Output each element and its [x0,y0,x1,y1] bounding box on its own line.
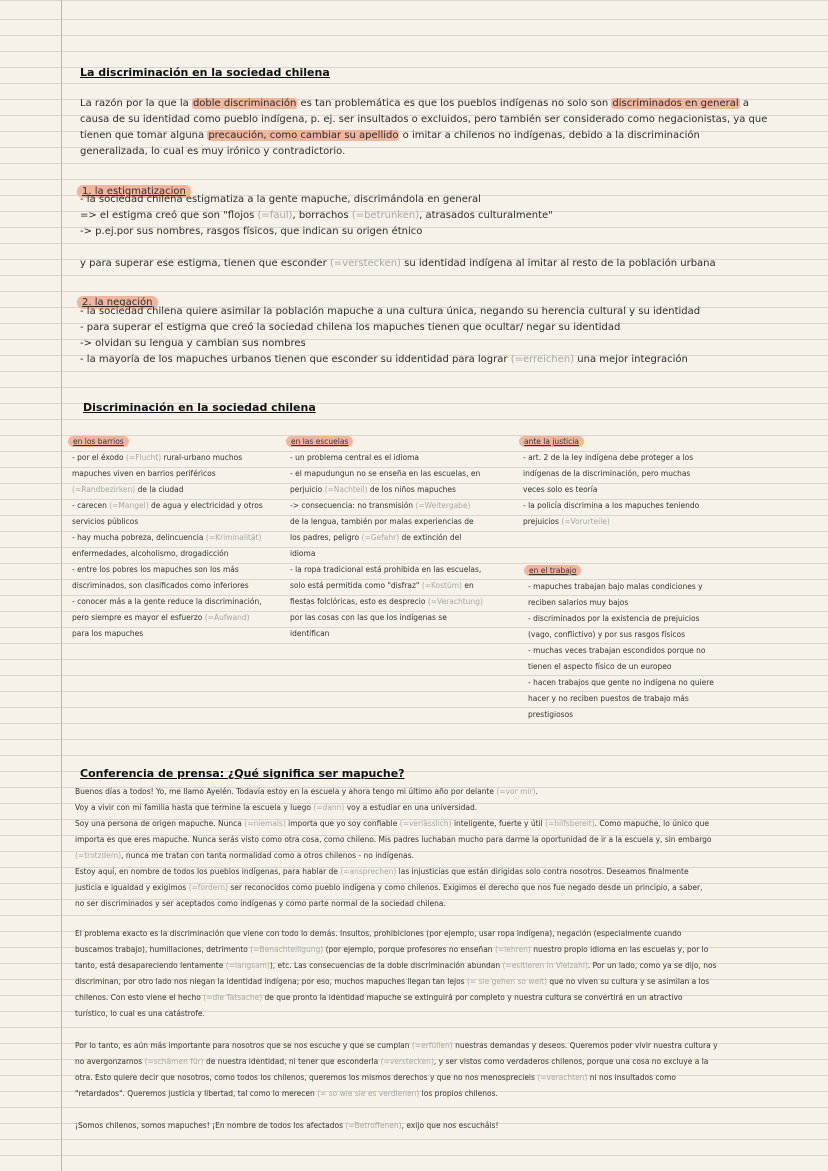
list-item: (=Randbezirken) de la ciudad [72,485,184,494]
press-paragraph-3 [75,1038,775,1102]
text-line: ¡Somos chilenos, somos mapuches! ¡En nombre de todos los afectados (=Betroffenen), exijo que nos escucháis! [75,1121,499,1130]
highlight-doble: doble discriminación [192,98,297,109]
estig-line-4: y para superar ese estigma, tienen que esconder (=verstecken) su identidad indígena al imitar al resto de la población urbana [80,258,716,269]
text-line: El problema exacto es la discriminación que viene con todo lo demás. Insultos, prohibiciones (por ejemplo, usar ropa indígena), negación (especialmente cuando [75,929,682,938]
list-item: - hacen trabajos que gente no indígena no quiere [528,678,714,687]
list-item: hacer y no reciben puestos de trabajo más [528,694,689,703]
list-item: identifican [290,629,330,638]
list-item: idioma [290,549,316,558]
list-item: veces solo es teoría [523,485,598,494]
list-item: (vago, conflictivo) y por sus rasgos físicos [528,630,685,639]
text-line: turístico, lo cual es una catástrofe. [75,1009,205,1018]
list-item: reciben salarios muy bajos [528,598,629,607]
list-item: por las cosas con las que los indígenas se [290,613,447,622]
list-item: - por el éxodo (=Flucht) rural-urbano muchos [72,453,243,462]
list-item: discriminados, son clasificados como inferiores [72,581,249,590]
neg-line-2: - para superar el estigma que creó la sociedad chilena los mapuches tienen que ocultar/ negar su identidad [80,322,621,333]
neg-line-1: - la sociedad chilena quiere asimilar la población mapuche a una cultura única, negando su herencia cultural y su identidad [80,306,701,317]
text-line: justicia e igualdad y exigimos (=fordern) ser reconocidos como pueblo indígena y como chilenos. Exigimos el derecho que nos fue negado desde un principio, a saber, [75,883,703,892]
list-item: prestigiosos [528,710,574,719]
text-line: discriminan, por otro lado nos niegan la identidad indígena; por eso, muchos mapuches llegan tan lejos (= sie gehen so weit) que no viven su cultura y se asimilan a los [75,977,710,986]
neg-line-4: - la mayoría de los mapuches urbanos tienen que esconder su iddentidad para lograr (=erreichen) una mejor integración [80,354,688,365]
section2-title: Discriminación en la sociedad chilena [83,401,316,414]
press-paragraph-2 [75,926,775,1022]
list-item: solo está permitida como "disfraz" (=Kostüm) en [290,581,474,590]
estig-line-2: => el estigma creó que son "flojos (=faul), borrachos (=betrunken), atrasados culturalmente" [80,210,553,221]
text-line: no ser discriminados y ser aceptados como indígenas y como parte normal de la sociedad chilena. [75,899,446,908]
press-closing [75,1118,775,1134]
text-line: Buenos días a todos! Yo, me llamo Ayelén. Todavía estoy en la escuela y ahora tengo mi último año por delante (=vor mir). [75,787,538,796]
list-item: - la policía discrimina a los mapuches teniendo [523,501,700,510]
list-item: fiestas folclóricas, esto es desprecio (=Verachtung) [290,597,483,606]
margin-line [61,0,62,1171]
list-item: de la lengua, también por malas experiencias de [290,517,474,526]
list-item: - un problema central es el idioma [290,453,419,462]
estigmatizacion-heading: 1. la estigmatizacion [77,179,191,198]
list-item: pero siempre es mayor el esfuerzo (=Aufwand) [72,613,250,622]
list-item: enfermedades, alcoholismo, drogadicción [72,549,229,558]
list-item: - el mapudungun no se enseña en las escuelas, en [290,469,481,478]
text-line: Estoy aquí, en nombre de todos los pueblos indígenas, para hablar de (=ansprechen) las injusticias que están dirigidas solo contra nosotros. Deseamos finalmente [75,867,689,876]
escuelas-heading: en las escuelas [286,436,353,447]
section1-title: La discriminación en la sociedad chilena [80,66,330,79]
highlight-precaucion: precaución, como cambiar su apellido [208,130,399,141]
list-item: - entre los pobres los mapuches son los más [72,565,239,574]
estig-line-1: - la sociedad chilena estigmatiza a la gente mapuche, discrimándola en general [80,194,481,205]
list-item: indígenas de la discriminación, pero muchas [523,469,691,478]
text-line: Voy a vivir con mi familia hasta que termine la escuela y luego (=dann) voy a estudiar en una universidad. [75,803,478,812]
list-item: - hay mucha pobreza, delincuencia (=Kriminalität) [72,533,262,542]
text-line: "retardados". Queremos justicia y libertad, tal como lo merecen (= so wie sie es verdienen) los propios chilenos. [75,1089,498,1098]
text-line: no avergonzarnos (=schämen für) de nuestra identidad, ni tener que esconderla (=verstecken), y ser vistos como verdaderos chilenos, porque una cosa no excluye a la [75,1057,709,1066]
section1-intro: La razón por la que la doble discriminación es tan problemática es que los pueblos indígenas no solo son discriminados en general a causa de su identidad como pueblo indígena, p. ej. ser insultados o excluidos, pero también ser considerado como negacionistas, ya que tienen que tomar alguna precaución, como cambiar su apellido o imitar a chilenos no indígenas, debido a la discriminación generalizada, lo cual es muy irónico y contradictorio. [80,98,768,157]
text-line: buscamos trabajo), humillaciones, detrimento (=Benachteiligung) (por ejemplo, porque profesores no enseñan (=lehren) nuestro propio idioma en las escuelas y, por lo [75,945,709,954]
press-paragraph-1 [75,784,775,912]
text-line: importa es que eres mapuche. Nunca serás visto como otra cosa, como chileno. Mis padres luchaban mucho para darme la oportunidad de ir a la escuela y, sin embargo [75,835,712,844]
list-item: prejuicios (=Vorurteile) [523,517,610,526]
list-item: - art. 2 de la ley indígena debe proteger a los [523,453,694,462]
list-item: - carecen (=Mangel) de agua y electricidad y otros [72,501,263,510]
highlight-discriminados: discriminados en general [612,98,739,109]
trabajo-column [524,563,714,723]
list-item: - conocer más a la gente reduce la discriminación, [72,597,262,606]
text-line: Por lo tanto, es aún más importante para nosotros que se nos escuche y que se cumplan (=erfüllen) nuestras demandas y deseos. Queremos poder vivir nuestra cultura y [75,1041,718,1050]
neg-line-3: -> olvidan su lengua y cambian sus nombres [80,338,306,349]
estig-line-3: -> p.ej.por sus nombres, rasgos físicos, que indican su origen étnico [80,226,423,237]
text-line: otra. Esto quiere decir que nosotros, como todos los chilenos, queremos los mismos derechos y que no nos menosprecieis (=verachten) ni nos insultados como [75,1073,676,1082]
list-item: - discriminados por la existencia de prejuicios [528,614,700,623]
section3-title: Conferencia de prensa: ¿Qué significa ser mapuche? [80,767,405,780]
list-item: - la ropa tradicional está prohibida en las escuelas, [290,565,482,574]
list-item: - mapuches trabajan bajo malas condiciones y [528,582,703,591]
barrios-heading: en los barrios [68,436,129,447]
text-line: chilenos. Con esto viene el hecho (=die Tatsache) de que pronto la identidad mapuche se extinguirá por completo y nuestra cultura se convertirá en un atractivo [75,993,683,1002]
list-item: para los mapuches [72,629,144,638]
list-item: -> consecuencia: no transmisión (=Weitergabe) [290,501,471,510]
list-item: perjuicio (=Nachteil) de los niños mapuches [290,485,456,494]
justicia-heading: ante la justicia [519,436,584,447]
trabajo-heading: en el trabajo [524,565,581,576]
escuelas-column [286,434,483,642]
list-item: servicios públicos [72,517,139,526]
justicia-column [519,434,699,530]
list-item: - muchas veces trabajan escondidos porque no [528,646,706,655]
negacion-heading: 2. la negación [77,290,158,309]
list-item: los padres, peligro (=Gefahr) de extinción del [290,533,462,542]
text-line: (=trotzdem), nunca me tratan con tanta normalidad como a otros chilenos - no indígenas. [75,851,414,860]
text-line: tanto, está desapareciendo lentamente (=langsam)), etc. Las consecuencias de la doble discriminación abundan (=esitieren in Vielzahl). Por un lado, como ya se dijo, nos [75,961,717,970]
text-line: Soy una persona de origen mapuche. Nunca (=niemals) importa que yo soy confiable (=verlässlich) inteligente, fuerte y útil (=hilfsbereit). Como mapuche, lo único que [75,819,710,828]
barrios-column [68,434,263,642]
list-item: mapuches viven en barrios periféricos [72,469,216,478]
list-item: tienen el aspecto físico de un europeo [528,662,672,671]
